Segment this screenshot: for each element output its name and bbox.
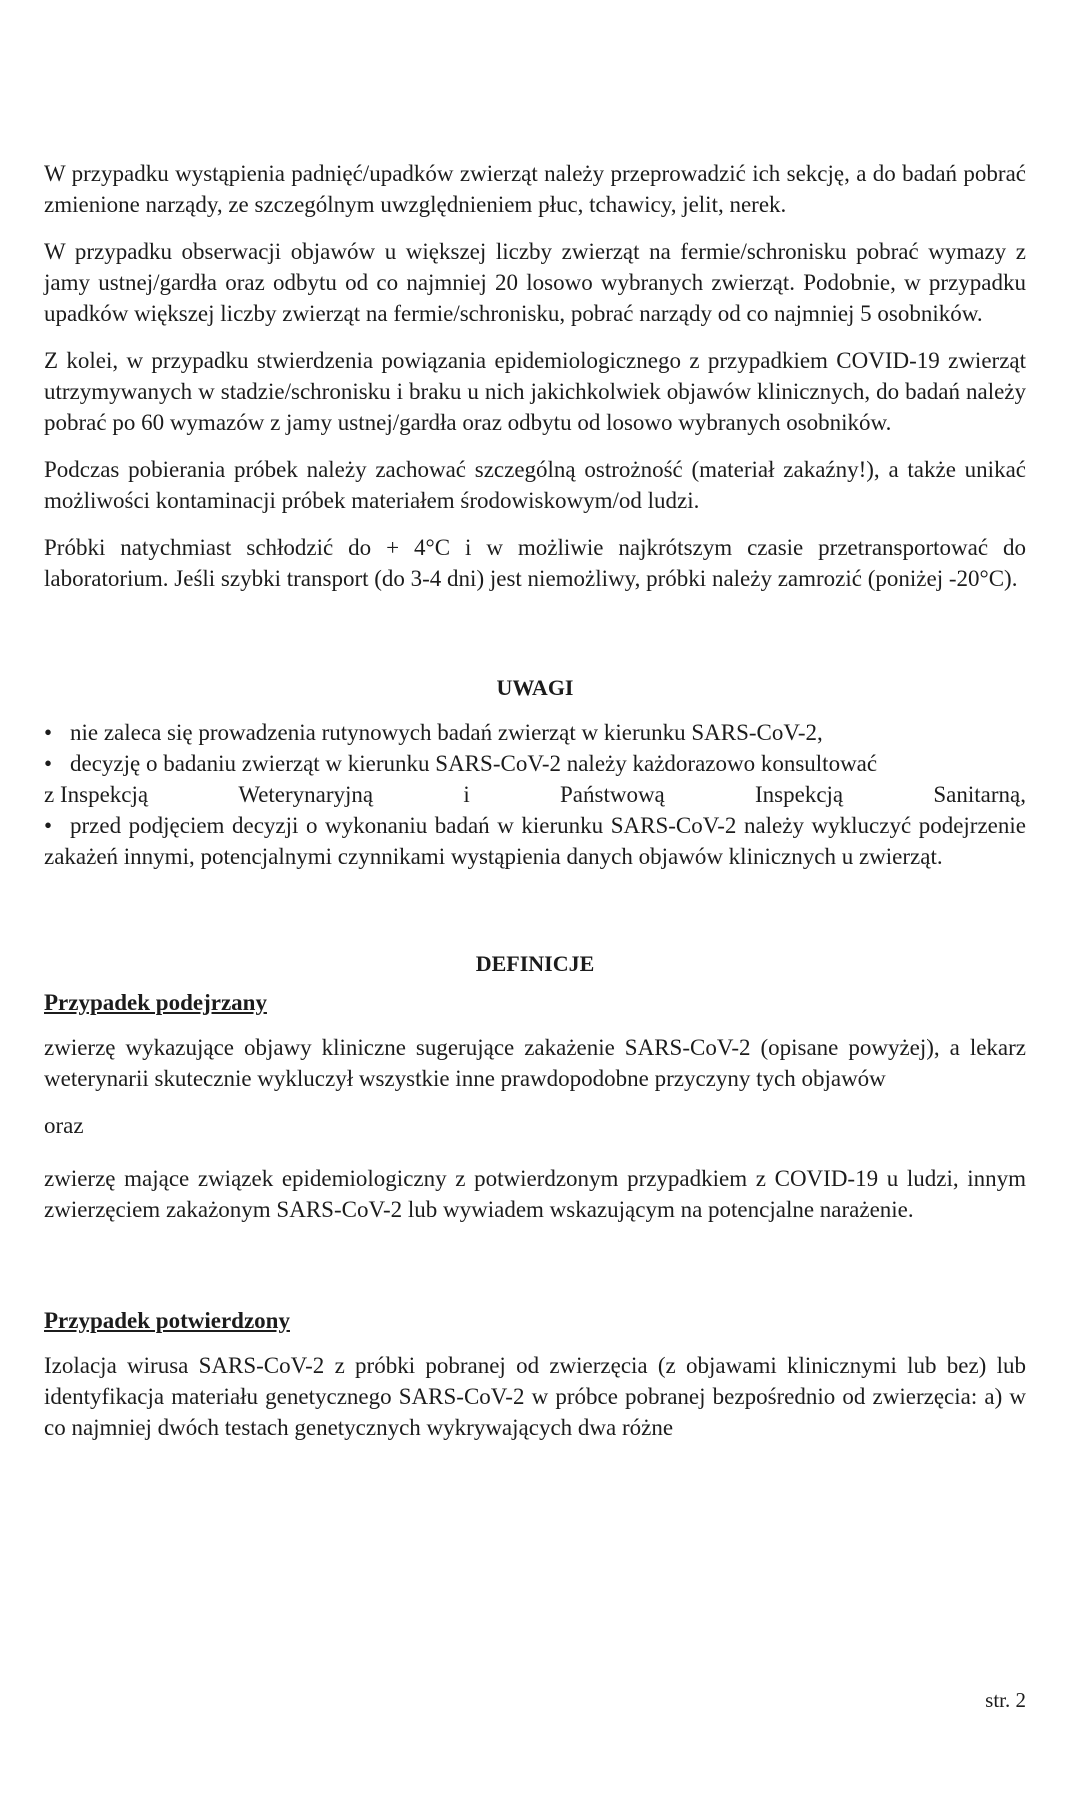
suspected-case-text-2: zwierzę mające związek epidemiologiczny z potwierdzonym przypadkiem z COVID-19 u ludzi, innym zwierzęciem zakażonym SARS-CoV-2 lub wywiadem wskazującym na potencjalne narażenie.	[44, 1166, 1026, 1222]
suspected-case-title: Przypadek podejrzany	[44, 990, 267, 1015]
uwagi-item-3	[44, 810, 1026, 872]
suspected-case-conjunction: oraz	[44, 1113, 84, 1138]
bullet-icon: •	[44, 720, 53, 745]
uwagi-item-3-text: przed podjęciem decyzji o wykonaniu badań w kierunku SARS-CoV-2 należy wykluczyć podejrzenie zakażeń innymi, potencjalnymi czynnikami wystąpienia danych objawów klinicznych u zwierząt.	[44, 813, 1026, 869]
uwagi-list	[44, 717, 1026, 872]
document-body	[44, 158, 1026, 1459]
uwagi-item-2-continuation	[44, 779, 1026, 810]
uwagi-item-2-text: decyzję o badaniu zwierząt w kierunku SARS-CoV-2 należy każdorazowo konsultować	[70, 751, 878, 776]
confirmed-case-text: Izolacja wirusa SARS-CoV-2 z próbki pobranej od zwierzęcia (z objawami klinicznymi lub bez) lub identyfikacja materiału genetycznego SARS-CoV-2 w próbce pobranej bezpośrednio od zwierzęcia: a) w co najmniej dwóch testach genetycznych wykrywających dwa różne	[44, 1353, 1026, 1440]
word: i	[463, 782, 470, 807]
uwagi-item-1	[44, 717, 1026, 748]
suspected-case-text-1: zwierzę wykazujące objawy kliniczne sugerujące zakażenie SARS-CoV-2 (opisane powyżej), a lekarz weterynarii skutecznie wykluczył wszystkie inne prawdopodobne przyczyny tych objawów	[44, 1035, 1026, 1091]
uwagi-item-2	[44, 748, 1026, 810]
bullet-icon: •	[44, 813, 53, 838]
paragraph-transport: Próbki natychmiast schłodzić do + 4°C i w możliwie najkrótszym czasie przetransportować do laboratorium. Jeśli szybki transport (do 3-4 dni) jest niemożliwy, próbki należy zamrozić (poniżej -20°C).	[44, 535, 1026, 591]
word: Inspekcją	[755, 782, 844, 807]
paragraph-epidemiological-link: Z kolei, w przypadku stwierdzenia powiązania epidemiologicznego z przypadkiem COVID-19 zwierząt utrzymywanych w stadzie/schronisku i braku u nich jakichkolwiek objawów klinicznych, do badań należy pobrać po 60 wymazów z jamy ustnej/gardła oraz odbytu od losowo wybranych osobników.	[44, 348, 1026, 435]
word: Sanitarną,	[933, 782, 1026, 807]
paragraph-swab-sampling: W przypadku obserwacji objawów u większej liczby zwierząt na fermie/schronisku pobrać wymazy z jamy ustnej/gardła oraz odbytu od co najmniej 20 losowo wybranych zwierząt. Podobnie, w przypadku upadków większej liczby zwierząt na fermie/schronisku, pobrać narządy od co najmniej 5 osobników.	[44, 239, 1026, 326]
word: Weterynaryjną	[238, 782, 374, 807]
definicje-heading: DEFINICJE	[475, 951, 595, 976]
word: z Inspekcją	[44, 782, 149, 807]
bullet-icon: •	[44, 751, 53, 776]
uwagi-heading: UWAGI	[496, 675, 574, 700]
page-number: str. 2	[985, 1688, 1026, 1712]
uwagi-item-1-text: nie zaleca się prowadzenia rutynowych badań zwierząt w kierunku SARS-CoV-2,	[70, 720, 823, 745]
confirmed-case-title: Przypadek potwierdzony	[44, 1308, 290, 1333]
word: Państwową	[560, 782, 665, 807]
paragraph-necropsy: W przypadku wystąpienia padnięć/upadków zwierząt należy przeprowadzić ich sekcję, a do badań pobrać zmienione narządy, ze szczególnym uwzględnieniem płuc, tchawicy, jelit, nerek.	[44, 161, 1026, 217]
paragraph-caution: Podczas pobierania próbek należy zachować szczególną ostrożność (materiał zakaźny!), a także unikać możliwości kontaminacji próbek materiałem środowiskowym/od ludzi.	[44, 457, 1026, 513]
